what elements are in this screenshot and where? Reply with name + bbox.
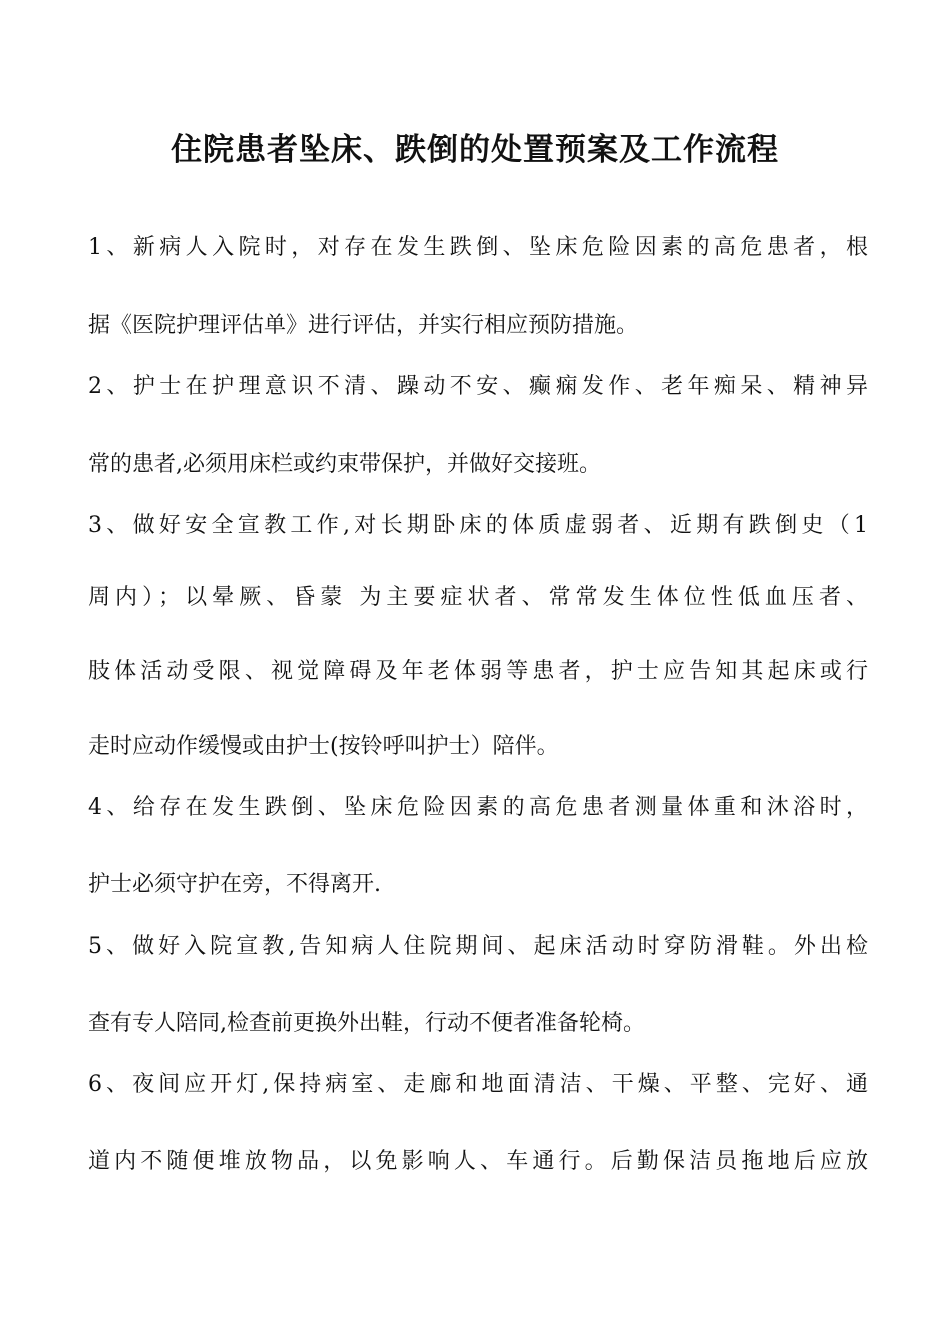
paragraph-3-line-1: 3、做好安全宣教工作,对长期卧床的体质虚弱者、近期有跌倒史（1 (88, 513, 868, 538)
paragraph-4-line-1: 4、给存在发生跌倒、坠床危险因素的高危患者测量体重和沐浴时， (88, 795, 868, 820)
paragraph-6-line-1: 6、夜间应开灯,保持病室、走廊和地面清洁、干燥、平整、完好、通 (88, 1072, 868, 1097)
paragraph-3-line-3: 肢体活动受限、视觉障碍及年老体弱等患者，护士应告知其起床或行 (88, 659, 868, 684)
document-title: 住院患者坠床、跌倒的处置预案及工作流程 (171, 132, 779, 168)
paragraph-2-line-2: 常的患者,必须用床栏或约束带保护，并做好交接班。 (88, 452, 601, 477)
paragraph-6-line-2: 道内不随便堆放物品，以免影响人、车通行。后勤保洁员拖地后应放 (88, 1149, 868, 1174)
paragraph-1-line-1: 1、新病人入院时，对存在发生跌倒、坠床危险因素的高危患者，根 (88, 235, 868, 260)
paragraph-5-line-2: 查有专人陪同,检查前更换外出鞋，行动不便者准备轮椅。 (88, 1011, 645, 1036)
paragraph-5-line-1: 5、做好入院宣教,告知病人住院期间、起床活动时穿防滑鞋。外出检 (88, 934, 868, 959)
paragraph-2-line-1: 2、护士在护理意识不清、躁动不安、癫痫发作、老年痴呆、精神异 (88, 374, 868, 399)
paragraph-3-line-4: 走时应动作缓慢或由护士(按铃呼叫护士）陪伴。 (88, 734, 559, 759)
paragraph-3-line-2: 周内）；以晕厥、昏蒙 为主要症状者、常常发生体位性低血压者、 (88, 585, 868, 610)
paragraph-1-line-2: 据《医院护理评估单》进行评估，并实行相应预防措施。 (88, 313, 639, 338)
paragraph-4-line-2: 护士必须守护在旁，不得离开. (88, 872, 381, 897)
